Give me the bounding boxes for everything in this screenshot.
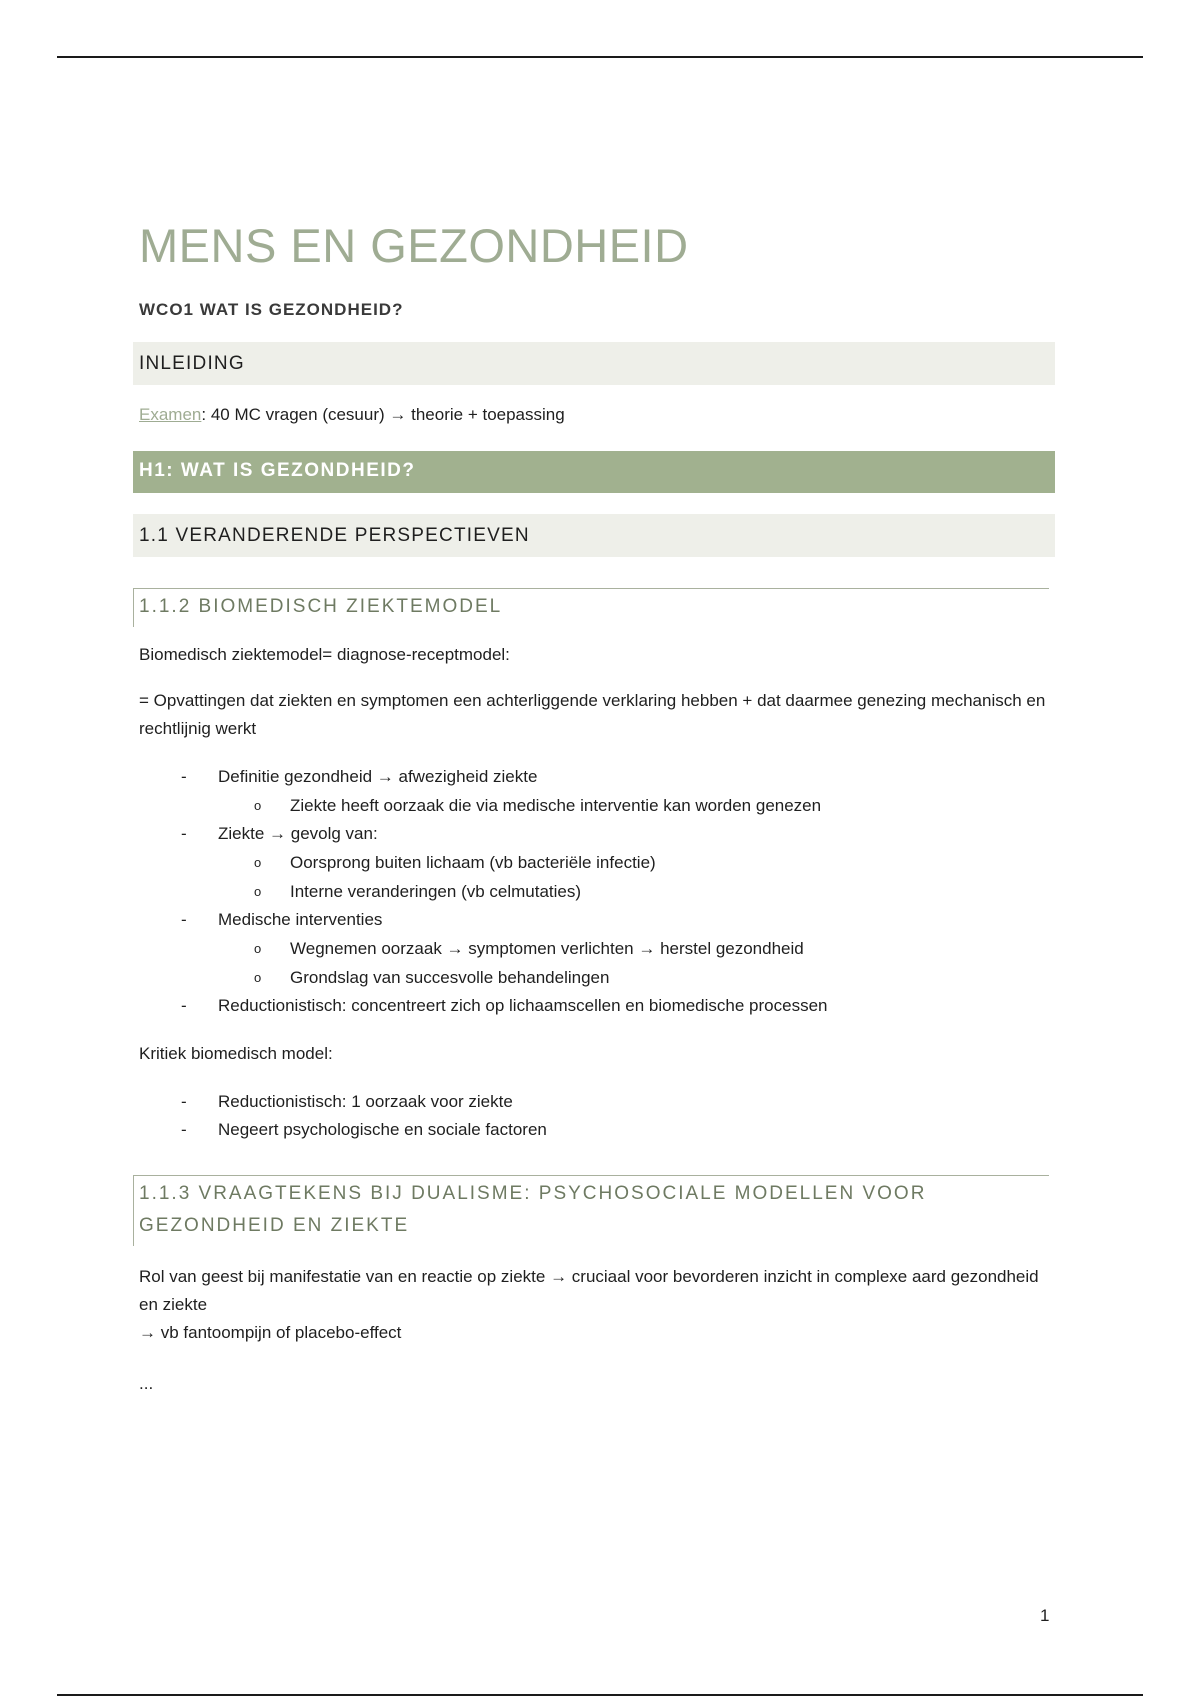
exam-line xyxy=(139,405,1061,425)
biomedisch-list xyxy=(139,763,1061,1020)
heading-1-1-3: 1.1.3 VRAAGTEKENS BIJ DUALISME: PSYCHOSOCIALE MODELLEN VOOR GEZONDHEID EN ZIEKTE xyxy=(133,1175,1049,1246)
opvatting-paragraph: = Opvattingen dat ziekten en symptomen een achterliggende verklaring hebben + dat daarmee genezing mechanisch en rechtlijnig werkt xyxy=(139,691,1046,738)
list-item-text: Reductionistisch: 1 oorzaak voor ziekte xyxy=(218,1092,513,1111)
bottom-rule xyxy=(57,1694,1143,1696)
dash-bullet: - xyxy=(181,910,187,929)
sub-list xyxy=(218,791,1061,820)
sub-list-item-text: Wegnemen oorzaak → symptomen verlichten → herstel gezondheid xyxy=(290,939,804,958)
kritiek-list xyxy=(139,1088,1061,1144)
sub-list-item xyxy=(218,963,1061,992)
heading-inleiding: INLEIDING xyxy=(133,342,1055,385)
circle-bullet: o xyxy=(254,884,262,899)
top-rule xyxy=(57,56,1143,58)
circle-bullet: o xyxy=(254,798,262,813)
rol-line-1: Rol van geest bij manifestatie van en reactie op ziekte → cruciaal voor bevorderen inzicht in complexe aard gezondheid en ziekte xyxy=(139,1267,1039,1314)
list-item xyxy=(139,992,1061,1020)
kritiek-label: Kritiek biomedisch model: xyxy=(139,1044,333,1063)
document-title: MENS EN GEZONDHEID xyxy=(139,219,689,272)
sub-list xyxy=(218,848,1061,906)
rol-paragraph xyxy=(139,1263,1061,1347)
sub-list-item-text: Ziekte heeft oorzaak die via medische interventie kan worden genezen xyxy=(290,796,822,815)
circle-bullet: o xyxy=(254,970,262,985)
sub-list-item xyxy=(218,848,1061,877)
circle-bullet: o xyxy=(254,855,262,870)
document-body xyxy=(139,218,1061,1398)
heading-1-1-2: 1.1.2 BIOMEDISCH ZIEKTEMODEL xyxy=(133,588,1049,627)
heading-1-1: 1.1 VERANDERENDE PERSPECTIEVEN xyxy=(133,514,1055,557)
sub-list-item xyxy=(218,877,1061,906)
page-number: 1 xyxy=(1040,1606,1050,1625)
definition-paragraph: Biomedisch ziektemodel= diagnose-receptmodel: xyxy=(139,645,510,664)
list-item xyxy=(139,1116,1061,1144)
circle-bullet: o xyxy=(254,941,262,956)
list-item xyxy=(139,906,1061,992)
document-subtitle: WCO1 WAT IS GEZONDHEID? xyxy=(139,300,404,319)
sub-list-item xyxy=(218,791,1061,820)
list-item xyxy=(139,820,1061,906)
list-item-text: Reductionistisch: concentreert zich op lichaamscellen en biomedische processen xyxy=(218,996,828,1015)
exam-text: : 40 MC vragen (cesuur) → theorie + toepassing xyxy=(201,405,565,424)
list-item xyxy=(139,763,1061,820)
dash-bullet: - xyxy=(181,996,187,1015)
sub-list-item-text: Oorsprong buiten lichaam (vb bacteriële infectie) xyxy=(290,853,656,872)
list-item xyxy=(139,1088,1061,1116)
list-item-text: Ziekte → gevolg van: xyxy=(218,824,378,843)
sub-list-item-text: Grondslag van succesvolle behandelingen xyxy=(290,968,610,987)
sub-list-item xyxy=(218,934,1061,963)
exam-link[interactable]: Examen xyxy=(139,405,202,424)
sub-list xyxy=(218,934,1061,992)
list-item-text: Negeert psychologische en sociale factoren xyxy=(218,1120,547,1139)
rol-line-2: → vb fantoompijn of placebo-effect xyxy=(139,1323,402,1342)
ellipsis: ... xyxy=(139,1374,154,1393)
dash-bullet: - xyxy=(181,767,187,786)
list-item-text: Definitie gezondheid → afwezigheid ziekte xyxy=(218,767,538,786)
list-item-text: Medische interventies xyxy=(218,910,383,929)
dash-bullet: - xyxy=(181,824,187,843)
dash-bullet: - xyxy=(181,1092,187,1111)
heading-h1: H1: WAT IS GEZONDHEID? xyxy=(133,451,1055,493)
dash-bullet: - xyxy=(181,1120,187,1139)
sub-list-item-text: Interne veranderingen (vb celmutaties) xyxy=(290,882,582,901)
